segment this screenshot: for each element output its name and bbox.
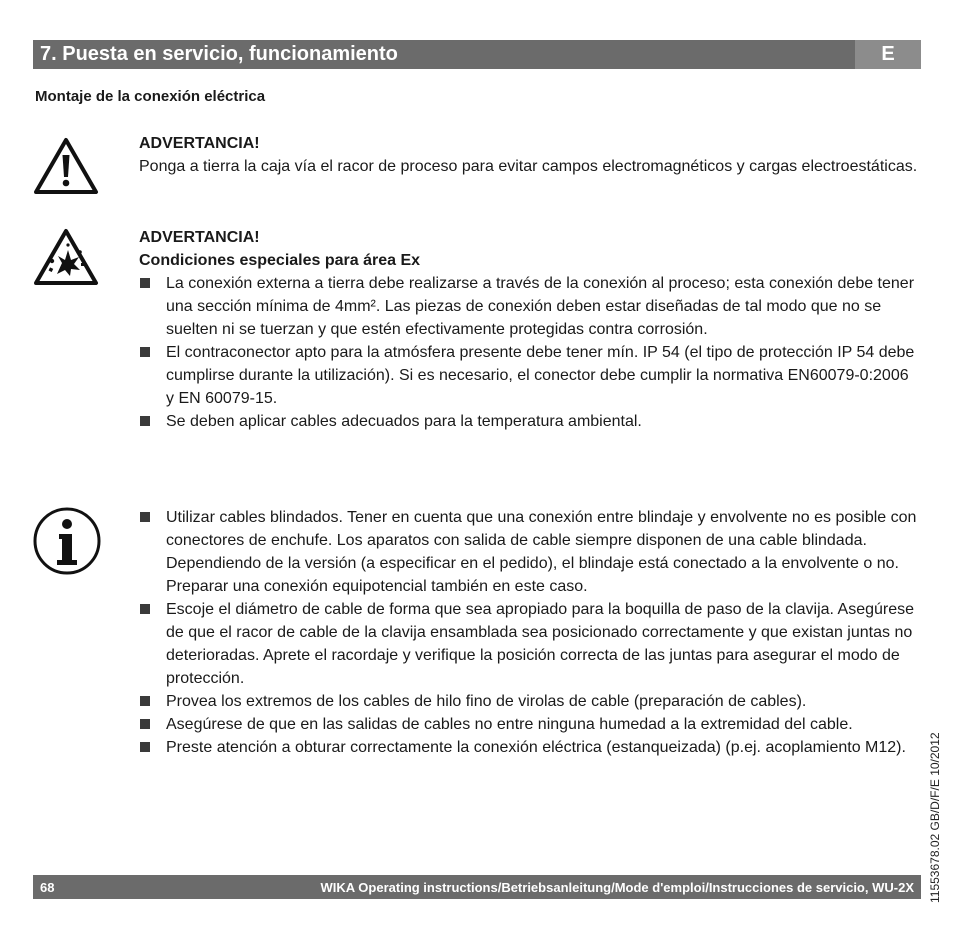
bullet-square-icon xyxy=(140,347,150,357)
subheading: Montaje de la conexión eléctrica xyxy=(35,88,266,105)
list-item xyxy=(139,690,919,713)
info-bullet-list xyxy=(139,506,919,759)
list-item-text: La conexión externa a tierra debe realizarse a través de la conexión al proceso; esta conexión debe tener una sección mínima de 4mm². Las piezas de conexión deben estar diseñadas de tal modo que no se suelten ni se tuerzan y que estén efectivamente protegidas contra corrosión. xyxy=(166,275,915,338)
info-icon xyxy=(32,506,102,576)
info-block xyxy=(139,506,919,759)
list-item-text: El contraconector apto para la atmósfera presente debe tener mín. IP 54 (el tipo de protección IP 54 debe cumplirse durante la utilización). Si es necesario, el conector debe cumplir la normativa EN60079-0:2006 y EN 60079-15. xyxy=(166,344,915,407)
warning-label: ADVERTANCIA! xyxy=(139,135,260,152)
bullet-square-icon xyxy=(140,719,150,729)
list-item-text: Escoje el diámetro de cable de forma que sea apropiado para la boquilla de paso de la clavija. Asegúrese de que el racor de cable de la clavija ensamblada sea posicionado correctamente y que existan juntas no deterioradas. Apretе el racordaje y verifique la posición correcta de las juntas para asegurar el modo de protección. xyxy=(166,601,915,687)
list-item-text: Provea los extremos de los cables de hilo fino de virolas de cable (preparación de cables). xyxy=(166,693,807,710)
list-item xyxy=(139,736,919,759)
explosion-hazard-icon xyxy=(33,228,99,286)
list-item xyxy=(139,410,919,433)
list-item xyxy=(139,341,919,410)
bullet-square-icon xyxy=(140,512,150,522)
list-item xyxy=(139,598,919,690)
section-title: 7. Puesta en servicio, funcionamiento xyxy=(40,43,398,65)
list-item-text: Preste atención a obturar correctamente la conexión eléctrica (estanqueizada) (p.ej. acoplamiento M12). xyxy=(166,739,906,756)
footer-text: WIKA Operating instructions/Betriebsanleitung/Mode d'emploi/Instrucciones de servicio, WU-2X xyxy=(320,880,914,895)
bullet-square-icon xyxy=(140,278,150,288)
bullet-square-icon xyxy=(140,696,150,706)
bullet-square-icon xyxy=(140,416,150,426)
warning-block-2 xyxy=(139,226,919,433)
page-footer xyxy=(33,875,921,899)
list-item-text: Utilizar cables blindados. Tener en cuenta que una conexión entre blindaje y envolvente no es posible con conectores de enchufe. Los aparatos con salida de cable siempre disponen de una cable blindada. Dependiendo de la versión (a especificar en el pedido), el blindaje está conectado a la envolvente o no. Preparar una conexión equipotencial también en este caso. xyxy=(166,509,917,595)
warning-triangle-icon xyxy=(33,137,99,195)
language-letter: E xyxy=(855,40,921,69)
list-item xyxy=(139,506,919,598)
document-code: 11553678.02 GB/D/F/E 10/2012 xyxy=(928,732,942,903)
page-number: 68 xyxy=(40,880,55,895)
section-header xyxy=(33,40,921,69)
list-item-text: Se deben aplicar cables adecuados para la temperatura ambiental. xyxy=(166,413,642,430)
bullet-square-icon xyxy=(140,604,150,614)
warning-bullet-list xyxy=(139,272,919,433)
list-item xyxy=(139,713,919,736)
bullet-square-icon xyxy=(140,742,150,752)
warning-label: ADVERTANCIA! xyxy=(139,229,260,246)
list-item-text: Asegúrese de que en las salidas de cables no entre ninguna humedad a la extremidad del cable. xyxy=(166,716,853,733)
warning-subtitle: Condiciones especiales para área Ex xyxy=(139,252,421,269)
warning-block-1 xyxy=(139,132,919,178)
list-item xyxy=(139,272,919,341)
warning-text: Ponga a tierra la caja vía el racor de proceso para evitar campos electromagnéticos y cargas electroestáticas. xyxy=(139,158,918,175)
